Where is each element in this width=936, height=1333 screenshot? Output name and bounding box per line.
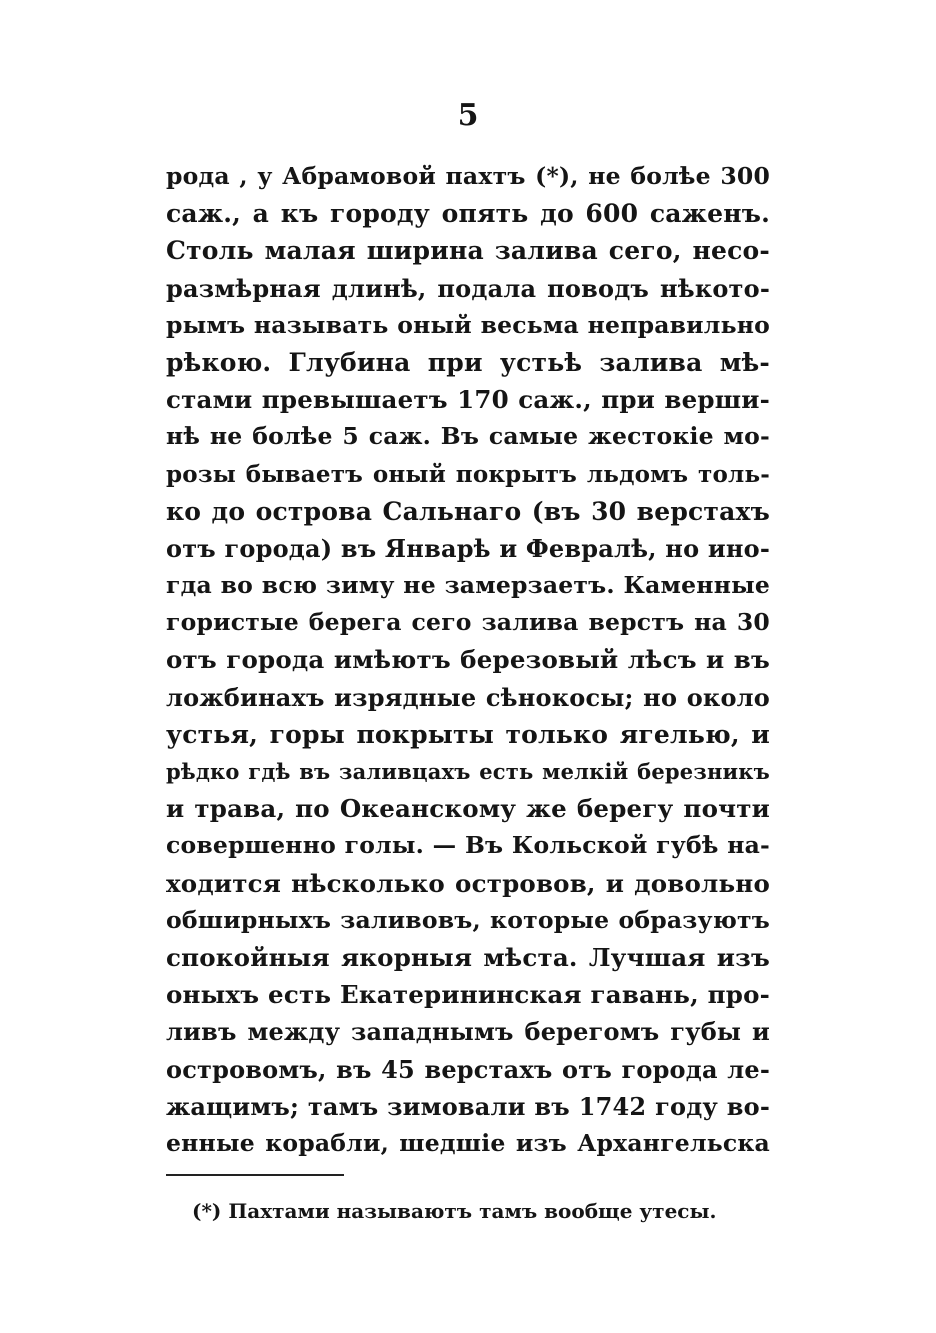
text-line: устья, горы покрыты только ягелью, и — [166, 719, 770, 749]
text-line: совершенно голы. — Въ Кольской губѣ на- — [166, 831, 770, 860]
text-line: ко до острова Сальнаго (въ 30 верстахъ — [166, 496, 770, 526]
text-line: и трава, по Океанскому же берегу почти — [166, 794, 770, 824]
text-line: отъ города имѣютъ березовый лѣсъ и въ — [166, 645, 770, 675]
text-line: стами превышаетъ 170 саж., при верши- — [166, 385, 770, 415]
text-line: енные корабли, шедшіе изъ Архангельска — [166, 1128, 770, 1157]
text-line: ливъ между западнымъ берегомъ губы и — [166, 1017, 770, 1047]
body-text — [166, 158, 770, 1162]
footnote: (*) Пахтами называютъ тамъ вообще утесы. — [192, 1199, 717, 1223]
text-line: ходится нѣсколько островов, и довольно — [166, 868, 770, 898]
text-line: ложбинахъ изрядные сѣнокосы; но около — [166, 682, 770, 712]
text-line: отъ города) въ Январѣ и Февралѣ, но ино- — [166, 533, 770, 563]
text-line: рѣкою. Глубина при устьѣ залива мѣ- — [166, 347, 770, 377]
text-line: розы бываетъ оный покрытъ льдомъ толь- — [166, 460, 770, 488]
text-line: гда во всю зиму не замерзаетъ. Каменные — [166, 571, 770, 600]
text-line: обширныхъ заливовъ, которые образуютъ — [166, 905, 770, 934]
text-line: нѣ не болѣе 5 саж. Въ самые жестокіе мо- — [166, 422, 770, 451]
text-line: размѣрная длинѣ, подала поводъ нѣкото- — [166, 273, 770, 303]
text-line: жащимъ; тамъ зимовали въ 1742 году во- — [166, 1091, 770, 1121]
text-line: саж., а къ городу опять до 600 саженъ. — [166, 199, 770, 229]
text-line: Столь малая ширина залива сего, несо- — [166, 236, 770, 266]
footnote-divider — [166, 1174, 344, 1176]
text-line: островомъ, въ 45 верстахъ отъ города ле- — [166, 1054, 770, 1084]
text-line: оныхъ есть Екатерининская гавань, про- — [166, 980, 770, 1010]
text-line: рымъ называть оный весьма неправильно — [166, 310, 770, 339]
text-line: рода , у Абрамовой пахтъ (*), не болѣе 300 — [166, 162, 770, 190]
page-number: 5 — [457, 98, 479, 133]
text-line: гористые берега сего залива верстъ на 30 — [166, 608, 770, 637]
text-line: спокойныя якорныя мѣста. Лучшая изъ — [166, 942, 770, 972]
text-line: рѣдко гдѣ въ заливцахъ есть мелкій березникъ — [166, 759, 770, 784]
